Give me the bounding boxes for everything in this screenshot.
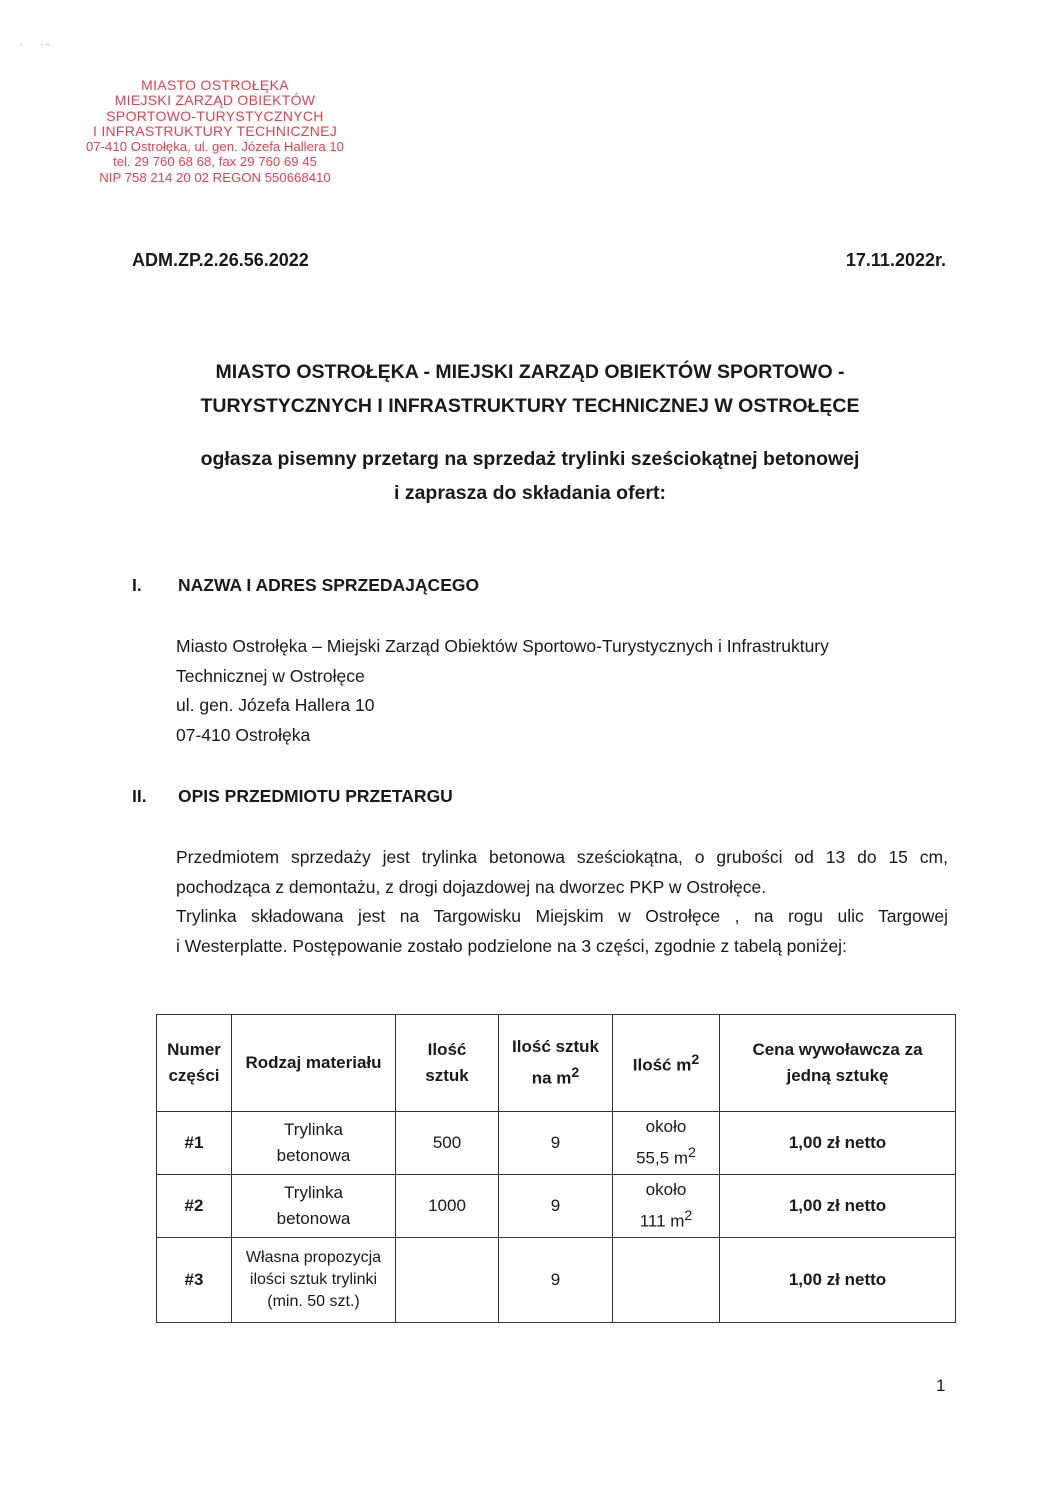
section-heading-subject [132, 786, 453, 807]
cell-area [613, 1238, 720, 1323]
cell-material: Własna propozycja ilości sztuk trylinki (min. 50 szt.) [232, 1238, 396, 1323]
cell-per-m2: 9 [499, 1175, 613, 1238]
cell-material: Trylinka betonowa [232, 1175, 396, 1238]
seller-address [176, 632, 956, 750]
stamp-line: tel. 29 760 68 68, fax 29 760 69 45 [113, 154, 317, 170]
section-title: NAZWA I ADRES SPRZEDAJĄCEGO [178, 575, 480, 595]
title-line: TURYSTYCZNYCH I INFRASTRUKTURY TECHNICZNEJ W OSTROŁĘCE [200, 395, 860, 417]
cell-area: około 55,5 $m^2$ [613, 1112, 720, 1175]
cell-quantity: 1000 [396, 1175, 499, 1238]
institution-stamp [40, 78, 390, 185]
cell-part: #2 [157, 1175, 232, 1238]
stamp-line: MIASTO OSTROŁĘKA [141, 77, 289, 93]
stamp-line: I INFRASTRUKTURY TECHNICZNEJ [92, 122, 338, 139]
stamp-line: MIEJSKI ZARZĄD OBIEKTÓW [114, 92, 316, 109]
document-date: 17.11.2022r. [845, 250, 946, 270]
reference-number: ADM.ZP.2.26.56.2022 [132, 250, 309, 270]
header-area: Ilość $m^2$ [613, 1015, 720, 1112]
header-starting-price: Cena wywoławcza za jedną sztukę [720, 1015, 956, 1112]
subtitle-line: i zaprasza do składania ofert: [393, 482, 666, 504]
cell-part: #1 [157, 1112, 232, 1175]
page-number: 1 [936, 1376, 946, 1395]
header-material: Rodzaj materiału [232, 1015, 396, 1112]
cell-material: Trylinka betonowa [232, 1112, 396, 1175]
subtitle-line: ogłasza pisemny przetarg na sprzedaż trylinki sześciokątnej betonowej [200, 448, 860, 470]
parts-table [156, 1014, 956, 1323]
cell-quantity: 500 [396, 1112, 499, 1175]
subject-description [176, 843, 956, 961]
stamp-line: NIP 758 214 20 02 REGON 550668410 [99, 169, 331, 185]
table-header-row [157, 1015, 956, 1112]
address-line: Technicznej w Ostrołęce [176, 665, 365, 686]
description-line: Trylinka składowana jest na Targowisku Miejskim w Ostrołęce , na rogu ulic Targowej [176, 906, 948, 926]
table-row [157, 1238, 956, 1323]
section-number: I. [132, 575, 142, 595]
header-pieces-per-m2: Ilość sztuk na $m^2$ [499, 1015, 613, 1112]
description-line: Przedmiotem sprzedaży jest trylinka betonowa sześciokątna, o grubości od 13 do 15 cm, [176, 847, 948, 867]
stamp-line: SPORTOWO-TURYSTYCZNYCH [106, 107, 324, 124]
address-line: Miasto Ostrołęka – Miejski Zarząd Obiektów Sportowo-Turystycznych i Infrastruktury [176, 636, 829, 656]
address-line: 07-410 Ostrołęka [176, 724, 311, 745]
cell-per-m2: 9 [499, 1238, 613, 1323]
cell-price: 1,00 zł netto [720, 1175, 956, 1238]
cell-per-m2: 9 [499, 1112, 613, 1175]
section-number: II. [132, 786, 147, 806]
cell-quantity [396, 1238, 499, 1323]
cell-part: #3 [157, 1238, 232, 1323]
header-part-number: Numer części [157, 1015, 232, 1112]
table-row [157, 1175, 956, 1238]
header-quantity: Ilość sztuk [396, 1015, 499, 1112]
scan-specks: · ‐ – [20, 40, 50, 49]
cell-area: około 111 $m^2$ [613, 1175, 720, 1238]
stamp-line: 07-410 Ostrołęka, ul. gen. Józefa Hallera 10 [85, 139, 345, 155]
cell-price: 1,00 zł netto [720, 1112, 956, 1175]
section-heading-seller [132, 575, 479, 596]
section-title: OPIS PRZEDMIOTU PRZETARGU [178, 786, 453, 806]
document-subtitle [130, 442, 930, 510]
document-title [130, 355, 930, 423]
address-line: ul. gen. Józefa Hallera 10 [176, 695, 375, 715]
title-line: MIASTO OSTROŁĘKA - MIEJSKI ZARZĄD OBIEKTÓW SPORTOWO - [215, 361, 845, 383]
description-line: pochodząca z demontażu, z drogi dojazdowej na dworzec PKP w Ostrołęce. [176, 876, 767, 897]
cell-price: 1,00 zł netto [720, 1238, 956, 1323]
description-line: i Westerplatte. Postępowanie zostało podzielone na 3 części, zgodnie z tabelą poniżej: [176, 935, 847, 956]
table-row [157, 1112, 956, 1175]
